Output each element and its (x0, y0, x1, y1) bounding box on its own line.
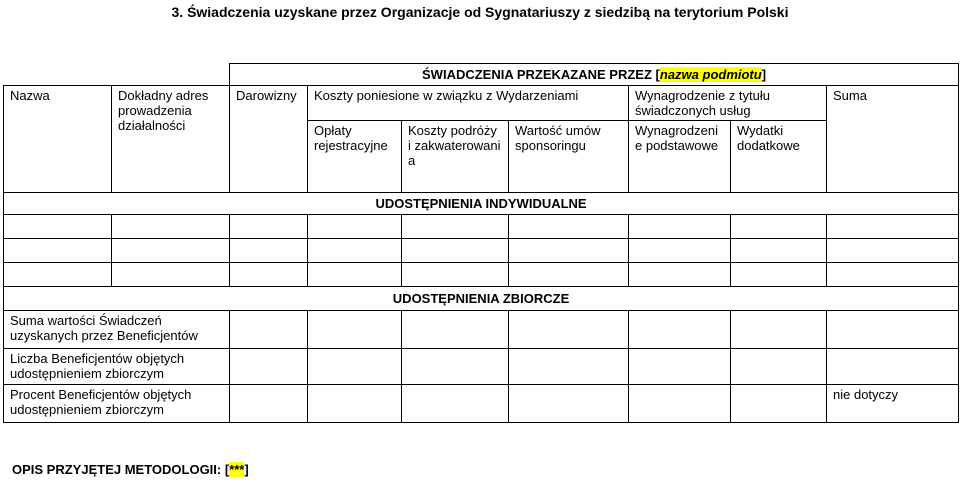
row-label-liczba: Liczba Beneficjentów objętych udostępnieniem zbiorczym (4, 349, 230, 385)
table-row (4, 239, 959, 263)
table-row (4, 311, 959, 349)
col-header-adres: Dokładny adres prowadzenia działalności (112, 86, 230, 193)
entity-name-placeholder[interactable]: nazwa podmiotu (659, 67, 762, 82)
col-header-koszty: Koszty poniesione w związku z Wydarzeniami (308, 86, 629, 121)
col-header-darowizny: Darowizny (230, 86, 308, 193)
table-row (4, 349, 959, 385)
subheader-wartosc: Wartość umów sponsoringu (509, 121, 629, 193)
row-label-suma-wartosci: Suma wartości Świadczeń uzyskanych przez Beneficjentów (4, 311, 230, 349)
not-applicable-cell: nie dotyczy (827, 385, 959, 423)
col-header-nazwa: Nazwa (4, 86, 112, 193)
table-row (4, 385, 959, 423)
main-header: ŚWIADCZENIA PRZEKAZANE PRZEZ [nazwa podmiotu] (230, 64, 959, 86)
subheader-wydatki: Wydatki dodatkowe (731, 121, 827, 193)
individual-section-header: UDOSTĘPNIENIA INDYWIDUALNE (4, 193, 959, 215)
col-header-suma: Suma (827, 86, 959, 193)
section-title: 3. Świadczenia uzyskane przez Organizacje od Sygnatariuszy z siedzibą na terytorium Polski (171, 4, 789, 20)
col-header-wynagrodzenie: Wynagrodzenie z tytułu świadczonych usług (629, 86, 827, 121)
subheader-oplaty: Opłaty rejestracyjne (308, 121, 402, 193)
aggregate-section-header: UDOSTĘPNIENIA ZBIORCZE (4, 287, 959, 311)
methodology-label: OPIS PRZYJĘTEJ METODOLOGII: [***] (12, 462, 249, 477)
subheader-podrozy: Koszty podróży i zakwaterowani a (402, 121, 509, 193)
table-row (4, 263, 959, 287)
subheader-wynagrodzenie-podstawowe: Wynagrodzeni e podstawowe (629, 121, 731, 193)
row-label-procent: Procent Beneficjentów objętych udostępnieniem zbiorczym (4, 385, 230, 423)
methodology-placeholder[interactable]: *** (229, 462, 245, 477)
table-row (4, 215, 959, 239)
benefits-table (3, 63, 959, 423)
